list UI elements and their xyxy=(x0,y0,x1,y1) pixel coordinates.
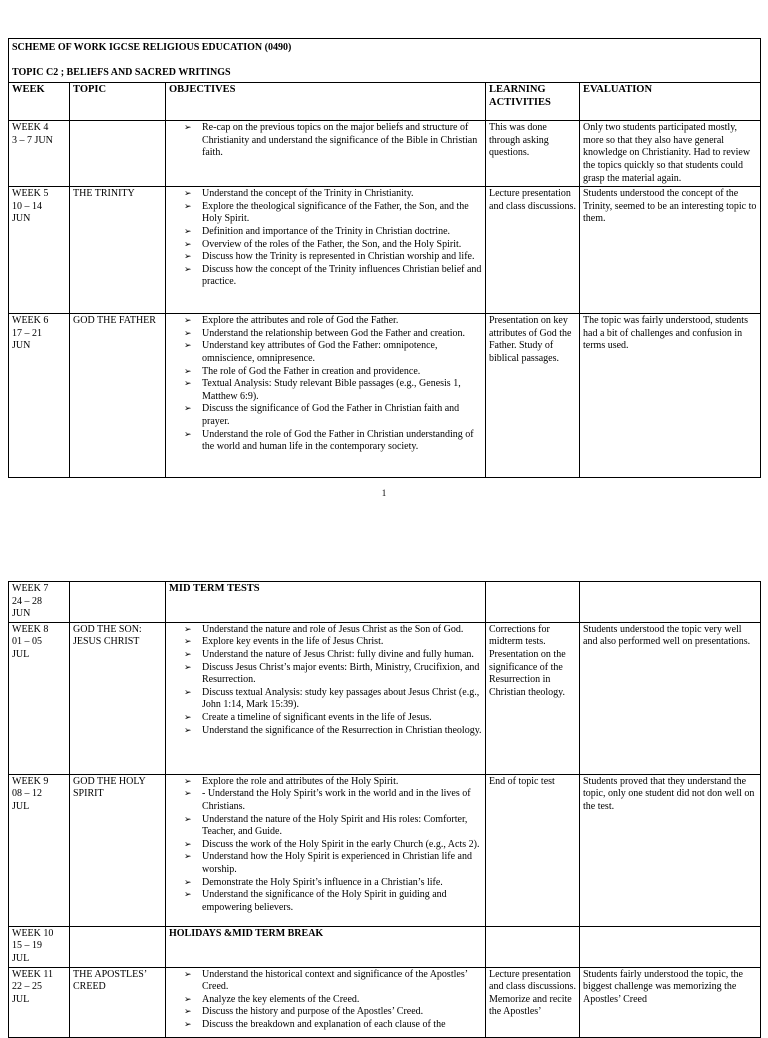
week-dates: 10 – 14 xyxy=(12,200,42,212)
evaluation-cell xyxy=(580,926,761,967)
objectives-cell xyxy=(166,314,486,478)
week-cell xyxy=(9,622,70,774)
table-row xyxy=(9,582,761,623)
week-dates: 3 – 7 JUN xyxy=(12,134,53,146)
week-dates: 22 – 25 xyxy=(12,981,42,993)
scheme-table-page1 xyxy=(8,38,761,478)
col-header-objectives: OBJECTIVES xyxy=(166,83,486,121)
week-number: WEEK 8 xyxy=(12,623,49,635)
table-row xyxy=(9,926,761,967)
week-number: WEEK 5 xyxy=(12,188,49,200)
objective-item: ➢ Demonstrate the Holy Spirit’s influence in a Christian’s life. xyxy=(184,877,482,890)
objectives-cell xyxy=(166,187,486,314)
week-month: JUN xyxy=(12,608,31,620)
topic-cell: GOD THE FATHER xyxy=(70,314,166,478)
objective-item: ➢ Create a timeline of significant events in the life of Jesus. xyxy=(184,712,482,725)
objective-item: ➢ Understand the historical context and significance of the Apostles’ Creed. xyxy=(184,969,482,994)
objective-item: ➢ Discuss the significance of God the Father in Christian faith and prayer. xyxy=(184,403,482,428)
week-cell xyxy=(9,967,70,1037)
evaluation-cell: The topic was fairly understood, students had a bit of challenges and confusion in terms used. xyxy=(580,314,761,478)
evaluation-cell xyxy=(580,582,761,623)
objective-item: ➢ Overview of the roles of the Father, the Son, and the Holy Spirit. xyxy=(184,239,482,252)
objective-item: ➢ Understand the role of God the Father in Christian understanding of the world and human life in the contemporary society. xyxy=(184,429,482,454)
objective-item: ➢ Explore the attributes and role of God the Father. xyxy=(184,315,482,328)
objective-item: ➢ Discuss the history and purpose of the Apostles’ Creed. xyxy=(184,1006,482,1019)
week-number: WEEK 6 xyxy=(12,315,49,327)
objective-item: ➢ Understand the nature and role of Jesus Christ as the Son of God. xyxy=(184,624,482,637)
table-row xyxy=(9,314,761,478)
objectives-cell xyxy=(166,622,486,774)
objective-item: ➢ Understand the significance of the Holy Spirit in guiding and empowering believers. xyxy=(184,889,482,914)
topic-cell xyxy=(70,582,166,623)
week-dates: 17 – 21 xyxy=(12,327,42,339)
col-header-topic: TOPIC xyxy=(70,83,166,121)
objectives-cell xyxy=(166,121,486,187)
objective-item: ➢ Understand how the Holy Spirit is experienced in Christian life and worship. xyxy=(184,851,482,876)
objective-item: ➢ Understand the relationship between God the Father and creation. xyxy=(184,328,482,341)
objective-item: ➢ Discuss Jesus Christ’s major events: Birth, Ministry, Crucifixion, and Resurrection. xyxy=(184,662,482,687)
activities-cell: Lecture presentation and class discussions. xyxy=(486,187,580,314)
topic-cell: GOD THE HOLY SPIRIT xyxy=(70,774,166,926)
objective-item: ➢ Discuss how the concept of the Trinity influences Christian belief and practice. xyxy=(184,264,482,289)
table-row xyxy=(9,622,761,774)
week-number: WEEK 11 xyxy=(12,968,54,980)
mid-term-tests-banner: MID TERM TESTS xyxy=(166,582,486,623)
col-header-week: WEEK xyxy=(9,83,70,121)
objective-item: ➢ Understand the nature of Jesus Christ: fully divine and fully human. xyxy=(184,649,482,662)
week-dates: 24 – 28 xyxy=(12,595,42,607)
evaluation-cell: Students understood the concept of the Trinity, seemed to be an interesting topic to them. xyxy=(580,187,761,314)
objective-item: ➢ Explore the role and attributes of the Holy Spirit. xyxy=(184,776,482,789)
objectives-cell xyxy=(166,967,486,1037)
col-header-activities: LEARNING ACTIVITIES xyxy=(486,83,580,121)
table-row xyxy=(9,774,761,926)
evaluation-cell: Only two students participated mostly, more so that they also have general knowledge on Christianity. Had to review the topics quickly so that students could grasp the material again. xyxy=(580,121,761,187)
activities-cell: Lecture presentation and class discussions. Memorize and recite the Apostles’ xyxy=(486,967,580,1037)
topic-title: TOPIC C2 ; BELIEFS AND SACRED WRITINGS xyxy=(12,66,231,78)
objective-item: ➢ Explore key events in the life of Jesus Christ. xyxy=(184,636,482,649)
week-cell xyxy=(9,187,70,314)
week-month: JUL xyxy=(12,993,30,1005)
table-row xyxy=(9,121,761,187)
objective-item: ➢ Understand the nature of the Holy Spirit and His roles: Comforter, Teacher, and Guide. xyxy=(184,814,482,839)
week-dates: 08 – 12 xyxy=(12,788,42,800)
week-cell xyxy=(9,582,70,623)
activities-cell: This was done through asking questions. xyxy=(486,121,580,187)
objective-item: ➢ The role of God the Father in creation and providence. xyxy=(184,366,482,379)
week-dates: 01 – 05 xyxy=(12,636,42,648)
objective-item: ➢ Discuss the breakdown and explanation of each clause of the xyxy=(184,1019,482,1032)
topic-cell: THE TRINITY xyxy=(70,187,166,314)
holidays-banner: HOLIDAYS &MID TERM BREAK xyxy=(166,926,486,967)
table-row xyxy=(9,187,761,314)
evaluation-cell: Students proved that they understand the topic, only one student did not don well on the test. xyxy=(580,774,761,926)
objective-item: ➢ Understand the significance of the Resurrection in Christian theology. xyxy=(184,725,482,738)
activities-cell xyxy=(486,582,580,623)
objective-item: ➢ Re-cap on the previous topics on the major beliefs and structure of Christianity and understand the significance of the Bible in Christian faith. xyxy=(184,122,482,160)
objective-item: ➢ Understand the concept of the Trinity in Christianity. xyxy=(184,188,482,201)
objectives-cell xyxy=(166,774,486,926)
activities-cell xyxy=(486,926,580,967)
week-month: JUN xyxy=(12,340,31,352)
week-month: JUL xyxy=(12,800,30,812)
objective-item: ➢ - Understand the Holy Spirit’s work in the world and in the lives of Christians. xyxy=(184,788,482,813)
topic-cell xyxy=(70,926,166,967)
evaluation-cell: Students understood the topic very well and also performed well on presentations. xyxy=(580,622,761,774)
week-cell xyxy=(9,774,70,926)
week-cell xyxy=(9,121,70,187)
topic-cell: THE APOSTLES’ CREED xyxy=(70,967,166,1037)
week-month: JUL xyxy=(12,952,30,964)
scheme-title: SCHEME OF WORK IGCSE RELIGIOUS EDUCATION (0490) xyxy=(12,42,292,53)
week-cell xyxy=(9,926,70,967)
page-number: 1 xyxy=(381,488,387,498)
table-row xyxy=(9,967,761,1037)
topic-cell: GOD THE SON: JESUS CHRIST xyxy=(70,622,166,774)
objective-item: ➢ Discuss how the Trinity is represented in Christian worship and life. xyxy=(184,251,482,264)
col-header-evaluation: EVALUATION xyxy=(580,83,761,121)
week-number: WEEK 4 xyxy=(12,122,49,134)
table-title-cell xyxy=(9,39,761,83)
activities-cell: End of topic test xyxy=(486,774,580,926)
objective-item: ➢ Explore the theological significance of the Father, the Son, and the Holy Spirit. xyxy=(184,201,482,226)
week-cell xyxy=(9,314,70,478)
week-dates: 15 – 19 xyxy=(12,940,42,952)
activities-cell: Corrections for midterm tests. Presentation on the significance of the Resurrection in Christian theology. xyxy=(486,622,580,774)
week-month: JUL xyxy=(12,648,30,660)
objective-item: ➢ Discuss the work of the Holy Spirit in the early Church (e.g., Acts 2). xyxy=(184,839,482,852)
objective-item: ➢ Discuss textual Analysis: study key passages about Jesus Christ (e.g., John 1:14, Mark 15:39). xyxy=(184,687,482,712)
activities-cell: Presentation on key attributes of God the Father. Study of biblical passages. xyxy=(486,314,580,478)
topic-cell xyxy=(70,121,166,187)
objective-item: ➢ Understand key attributes of God the Father: omnipotence, omniscience, omnipresence. xyxy=(184,340,482,365)
objective-item: ➢ Analyze the key elements of the Creed. xyxy=(184,994,482,1007)
objective-item: ➢ Textual Analysis: Study relevant Bible passages (e.g., Genesis 1, Matthew 6:9). xyxy=(184,378,482,403)
evaluation-cell: Students fairly understood the topic, the biggest challenge was memorizing the Apostles’ Creed xyxy=(580,967,761,1037)
week-number: WEEK 7 xyxy=(12,583,49,594)
scheme-table-page2 xyxy=(8,581,761,1038)
week-number: WEEK 9 xyxy=(12,775,49,787)
objective-item: ➢ Definition and importance of the Trinity in Christian doctrine. xyxy=(184,226,482,239)
week-month: JUN xyxy=(12,213,31,225)
week-number: WEEK 10 xyxy=(12,927,54,939)
